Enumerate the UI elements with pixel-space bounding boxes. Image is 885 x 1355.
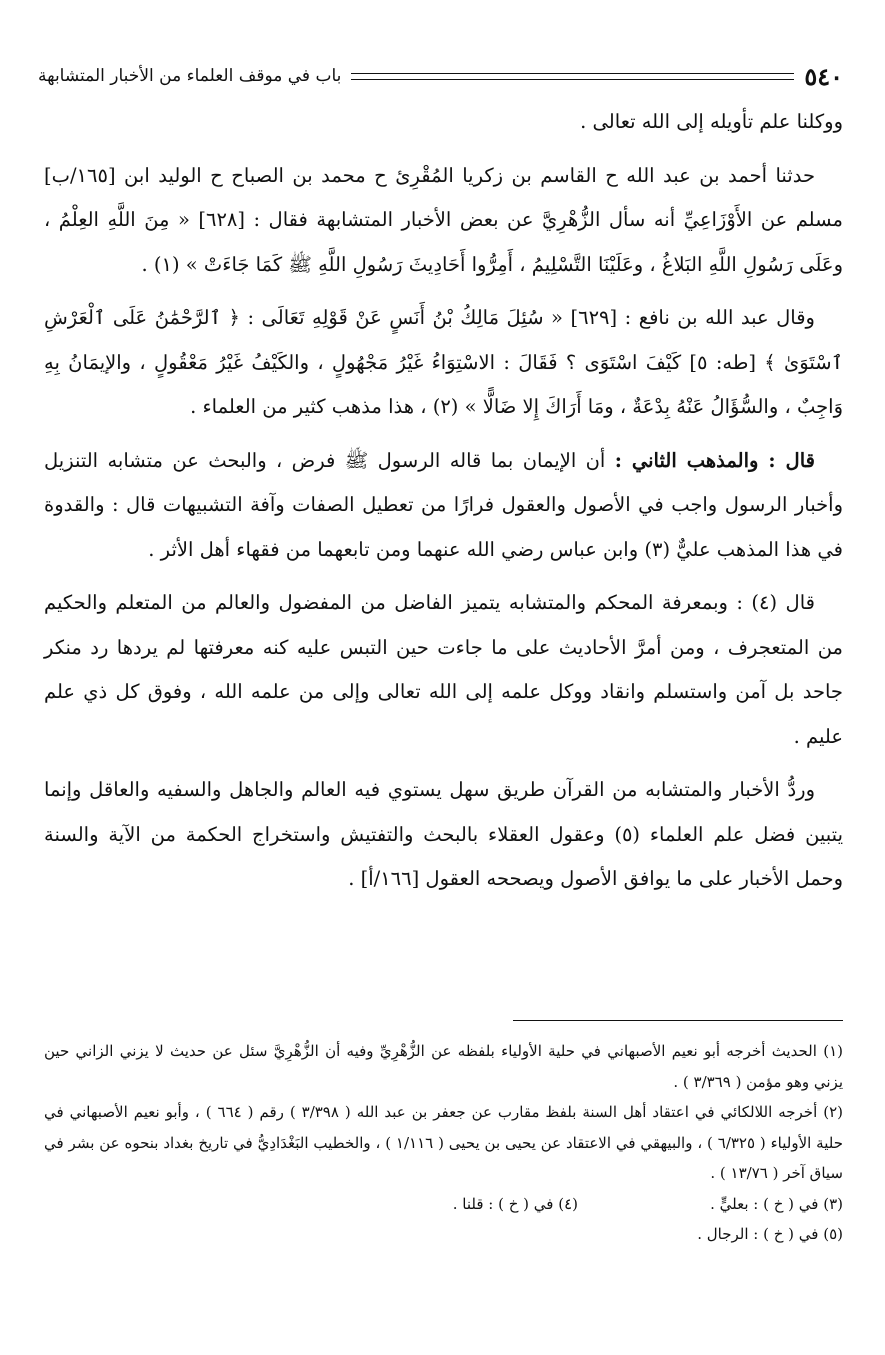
paragraph-3 [44,439,843,573]
footnote-5: (٥) في ( خ ) : الرجال . [697,1225,843,1243]
header-double-rule [351,73,794,80]
paragraph-4: قال (٤) : وبمعرفة المحكم والمتشابه يتميز الفاضل من المفضول والعالم من المتعلم والحكيم من المتعجرف ، ومن أمرَّ الأحاديث على ما جاءت حين التبس عليه كنه معرفتها لم يردها رد منكر جاحد بل آمن واستسلم وانقاد ووكل علمه إلى الله تعالى وإلى من علمه الله ، وفوق كل ذي علم عليم . [44,591,843,748]
page-number: ٥٤٠ [804,61,843,91]
footnote-1: (١) الحديث أخرجه أبو نعيم الأصبهاني في حلية الأولياء بلفظه عن الزُّهْرِيِّ وفيه أن الزُّهْرِيَّ سئل عن حديث لا يزني الزاني حين يزني وهو مؤمن ( ٣/٣٦٩ ) . [44,1042,843,1091]
paragraph-3-text: أن الإيمان بما قاله الرسول ﷺ فرض ، والبحث عن متشابه التنزيل وأخبار الرسول واجب في الأصول والعقول فرارًا من تعطيل الصفات وآفة التشبيهات قال : والقدوة في هذا المذهب عليٌّ (٣) وابن عباس رضي الله عنهما ومن تابعهما من فقهاء أهل الأثر . [44,448,843,561]
footnote-3: (٣) في ( خ ) : بعليٍّ . [710,1194,843,1213]
paragraph-0: ووكلنا علم تأويله إلى الله تعالى . [580,110,843,133]
paragraph-2: وقال عبد الله بن نافع : [٦٢٩] « سُئِلَ مَالِكُ بْنُ أَنَسٍ عَنْ قَوْلِهِ تَعَالَى : ﴿ ٱلرَّحْمَٰنُ عَلَى ٱلْعَرْشِ ٱسْتَوَىٰ ﴾ [طه: ٥] كَيْفَ اسْتَوَى ؟ فَقَالَ : الاسْتِوَاءُ غَيْرُ مَجْهُولٍ ، والكَيْفُ غَيْرُ مَعْقُولٍ ، والإيمَانُ بِهِ وَاجِبٌ ، والسُّؤَالُ عَنْهُ بِدْعَةٌ ، ومَا أَرَاكَ إِلا ضَالًّا » (٢) ، هذا مذهب كثير من العلماء . [44,306,843,418]
page-header [38,58,843,94]
footnote-2: (٢) أخرجه اللالكائي في اعتقاد أهل السنة بلفظ مقارب عن جعفر بن عبد الله ( ٣/٣٩٨ ) رقم ( ٦٦٤ ) ، وأبو نعيم الأصبهاني في حلية الأولياء ( ٦/٣٢٥ ) ، والبيهقي في الاعتقاد عن يحيى بن يحيى ( ١/١١٦ ) ، والخطيب البَغْدَادِيُّ في تاريخ بغداد بنحوه عن بشر في سياق آخر ( ١٣/٧٦ ) . [44,1103,843,1182]
footnotes [44,1036,843,1250]
paragraph-1: حدثنا أحمد بن عبد الله ح القاسم بن زكريا المُقْرِئ ح محمد بن الصباح ح الوليد ابن [١٦٥/ب] مسلم عن الأَوْزَاعِيِّ أنه سأل الزُّهْرِيَّ عن بعض الأخبار المتشابهة فقال : [٦٢٨] « مِنَ اللَّهِ العِلْمُ ، وعَلَى رَسُولِ اللَّهِ البَلاغُ ، وعَلَيْنَا التَّسْلِيمُ ، أَمِرُّوا أَحَادِيثَ رَسُولِ اللَّهِ ﷺ كَمَا جَاءَتْ » (١) . [44,163,843,276]
paragraph-5: وردُّ الأخبار والمتشابه من القرآن طريق سهل يستوي فيه العالم والجاهل والسفيه والعاقل وإنما يتبين فضل علم العلماء (٥) وعقول العقلاء بالبحث والتفتيش واستخراج الحكمة من الآية والسنة وحمل الأخبار على ما يوافق الأصول ويصححه العقول [١٦٦/أ] . [44,778,843,890]
footnote-separator [513,1020,843,1021]
footnote-row-3-4 [44,1189,843,1220]
footnote-4: (٤) في ( خ ) : قلنا . [452,1194,578,1213]
main-text [44,100,843,911]
running-title: باب في موقف العلماء من الأخبار المتشابهة [38,66,342,86]
paragraph-3-lead: قال : والمذهب الثاني : [614,448,815,472]
